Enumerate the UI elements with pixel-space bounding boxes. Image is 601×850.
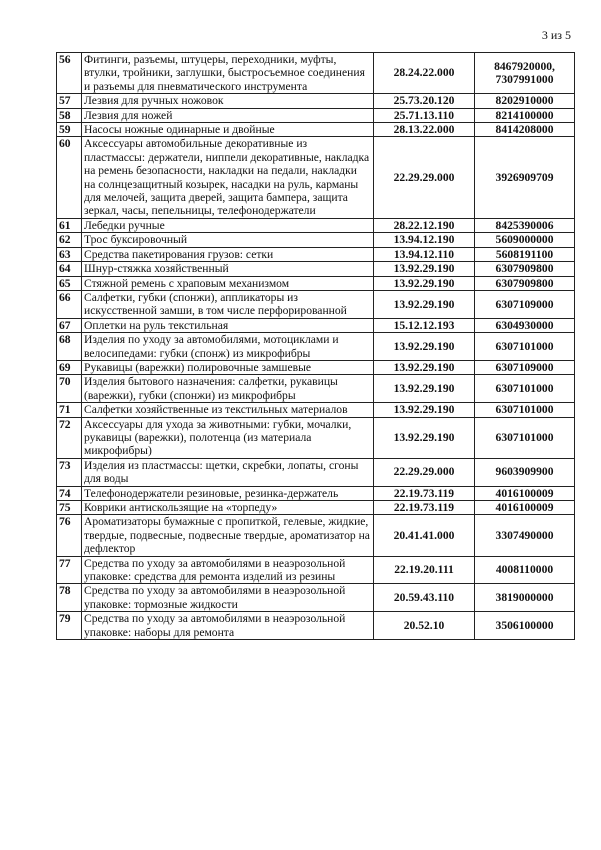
tnved-code <box>475 417 575 458</box>
table-row <box>57 333 575 361</box>
product-description: Коврики антискользящие на «торпеду» <box>82 501 374 515</box>
product-description: Аксессуары автомобильные декоративные из пластмассы: держатели, ниппели декоративные, накладка на ремень безопасности, накладки на педали, накладки на солнцезащитный козырек, насадки на руль, карманы для мелочей, защита дверей, защита бампера, защита зеркал, часы, пепельницы, телефонодержатели <box>82 137 374 218</box>
tnved-code-line: 6307909800 <box>495 276 554 290</box>
okpd-code: 13.92.29.190 <box>374 262 475 276</box>
tnved-code <box>475 375 575 403</box>
table-row <box>57 262 575 276</box>
row-number: 74 <box>57 486 82 500</box>
product-description: Средства по уходу за автомобилями в неаэрозольной упаковке: наборы для ремонта <box>82 612 374 640</box>
goods-table-body <box>57 53 575 640</box>
okpd-code: 22.19.20.111 <box>374 556 475 584</box>
table-row <box>57 556 575 584</box>
tnved-code-line: 3307490000 <box>495 528 554 542</box>
table-row <box>57 318 575 332</box>
tnved-code <box>475 458 575 486</box>
table-row <box>57 486 575 500</box>
goods-table <box>56 52 575 640</box>
tnved-code <box>475 584 575 612</box>
product-description: Лебедки ручные <box>82 218 374 232</box>
tnved-code <box>475 94 575 108</box>
okpd-code: 13.92.29.190 <box>374 360 475 374</box>
row-number: 59 <box>57 123 82 137</box>
table-row <box>57 458 575 486</box>
product-description: Средства по уходу за автомобилями в неаэрозольной упаковке: тормозные жидкости <box>82 584 374 612</box>
tnved-code-line: 4016100009 <box>495 501 554 514</box>
product-description: Фитинги, разъемы, штуцеры, переходники, муфты, втулки, тройники, заглушки, быстросъемное соединения и разъемы для пневматического инструмента <box>82 53 374 94</box>
okpd-code: 13.92.29.190 <box>374 290 475 318</box>
product-description: Средства пакетирования грузов: сетки <box>82 247 374 261</box>
tnved-code-line: 3819000000 <box>495 591 554 605</box>
product-description: Изделия бытового назначения: салфетки, рукавицы (варежки), губки (спонжи) из микрофибры <box>82 375 374 403</box>
tnved-code-line: 8202910000 <box>495 94 554 108</box>
product-description: Ароматизаторы бумажные с пропиткой, гелевые, жидкие, твердые, подвесные, подвесные твердые, ароматизатор на дефлектор <box>82 515 374 556</box>
okpd-code: 22.19.73.119 <box>374 501 475 515</box>
okpd-code: 22.19.73.119 <box>374 486 475 500</box>
table-row <box>57 108 575 122</box>
product-description: Лезвия для ножей <box>82 108 374 122</box>
product-description: Салфетки хозяйственные из текстильных материалов <box>82 403 374 417</box>
row-number: 67 <box>57 318 82 332</box>
tnved-code <box>475 123 575 137</box>
product-description: Изделия из пластмассы: щетки, скребки, лопаты, сгоны для воды <box>82 458 374 486</box>
table-row <box>57 584 575 612</box>
tnved-code-line: 3506100000 <box>495 618 554 632</box>
tnved-code-line: 3926909709 <box>495 170 554 184</box>
table-row <box>57 123 575 137</box>
okpd-code: 13.92.29.190 <box>374 276 475 290</box>
product-description: Трос буксировочный <box>82 233 374 247</box>
okpd-code: 28.13.22.000 <box>374 123 475 137</box>
tnved-code <box>475 318 575 332</box>
okpd-code: 13.92.29.190 <box>374 417 475 458</box>
tnved-code <box>475 515 575 556</box>
okpd-code: 13.92.29.190 <box>374 375 475 403</box>
table-row <box>57 360 575 374</box>
row-number: 70 <box>57 375 82 403</box>
okpd-code: 22.29.29.000 <box>374 137 475 218</box>
tnved-code-line: 8214100000 <box>495 108 554 122</box>
product-description: Рукавицы (варежки) полировочные замшевые <box>82 360 374 374</box>
tnved-code <box>475 233 575 247</box>
row-number: 72 <box>57 417 82 458</box>
tnved-code-line: 5608191100 <box>495 247 554 261</box>
table-row <box>57 94 575 108</box>
okpd-code: 15.12.12.193 <box>374 318 475 332</box>
row-number: 61 <box>57 218 82 232</box>
product-description: Телефонодержатели резиновые, резинка-держатель <box>82 486 374 500</box>
product-description: Изделия по уходу за автомобилями, мотоциклами и велосипедами: губки (спонж) из микрофибры <box>82 333 374 361</box>
okpd-code: 25.73.20.120 <box>374 94 475 108</box>
tnved-code <box>475 137 575 218</box>
tnved-code <box>475 247 575 261</box>
row-number: 75 <box>57 501 82 515</box>
row-number: 64 <box>57 262 82 276</box>
row-number: 69 <box>57 360 82 374</box>
okpd-code: 20.41.41.000 <box>374 515 475 556</box>
row-number: 66 <box>57 290 82 318</box>
tnved-code-line: 6307101000 <box>495 382 554 396</box>
tnved-code <box>475 333 575 361</box>
row-number: 56 <box>57 53 82 94</box>
tnved-code-line: 6307109000 <box>495 360 554 374</box>
row-number: 60 <box>57 137 82 218</box>
product-description: Аксессуары для ухода за животными: губки, мочалки, рукавицы (варежки), полотенца (из материала микрофибры) <box>82 417 374 458</box>
row-number: 57 <box>57 94 82 108</box>
product-description: Оплетки на руль текстильная <box>82 318 374 332</box>
row-number: 62 <box>57 233 82 247</box>
tnved-code <box>475 612 575 640</box>
row-number: 79 <box>57 612 82 640</box>
row-number: 65 <box>57 276 82 290</box>
product-description: Шнур-стяжка хозяйственный <box>82 262 374 276</box>
tnved-code <box>475 276 575 290</box>
tnved-code-line: 6307909800 <box>495 262 554 276</box>
table-row <box>57 375 575 403</box>
row-number: 76 <box>57 515 82 556</box>
okpd-code: 22.29.29.000 <box>374 458 475 486</box>
product-description: Насосы ножные одинарные и двойные <box>82 123 374 137</box>
tnved-code-line: 8425390006 <box>495 218 554 232</box>
tnved-code <box>475 501 575 515</box>
product-description: Средства по уходу за автомобилями в неаэрозольной упаковке: средства для ремонта изделий из резины <box>82 556 374 584</box>
tnved-code <box>475 290 575 318</box>
tnved-code-line: 7307991000 <box>495 73 554 87</box>
tnved-code-line: 6307101000 <box>495 430 554 444</box>
tnved-code <box>475 556 575 584</box>
table-row <box>57 417 575 458</box>
tnved-code-line: 6307101000 <box>495 403 554 417</box>
page-number: 3 из 5 <box>541 28 571 42</box>
table-row <box>57 276 575 290</box>
table-row <box>57 218 575 232</box>
tnved-code-line: 5609000000 <box>495 233 554 247</box>
table-row <box>57 137 575 218</box>
tnved-code <box>475 108 575 122</box>
okpd-code: 13.94.12.190 <box>374 233 475 247</box>
tnved-code <box>475 486 575 500</box>
table-row <box>57 501 575 515</box>
table-row <box>57 233 575 247</box>
table-row <box>57 612 575 640</box>
product-description: Стяжной ремень с храповым механизмом <box>82 276 374 290</box>
product-description: Салфетки, губки (спонжи), аппликаторы из искусственной замши, в том числе перфорированной <box>82 290 374 318</box>
okpd-code: 28.24.22.000 <box>374 53 475 94</box>
tnved-code-line: 6307109000 <box>495 297 554 311</box>
tnved-code-line: 4016100009 <box>495 486 554 500</box>
tnved-code <box>475 218 575 232</box>
row-number: 68 <box>57 333 82 361</box>
row-number: 78 <box>57 584 82 612</box>
tnved-code <box>475 262 575 276</box>
okpd-code: 13.94.12.110 <box>374 247 475 261</box>
table-row <box>57 53 575 94</box>
tnved-code <box>475 53 575 94</box>
okpd-code: 20.59.43.110 <box>374 584 475 612</box>
table-row <box>57 290 575 318</box>
row-number: 73 <box>57 458 82 486</box>
row-number: 71 <box>57 403 82 417</box>
table-row <box>57 403 575 417</box>
okpd-code: 13.92.29.190 <box>374 333 475 361</box>
tnved-code-line: 4008110000 <box>495 563 554 577</box>
table-row <box>57 247 575 261</box>
tnved-code-line: 8414208000 <box>495 123 554 137</box>
table-row <box>57 515 575 556</box>
tnved-code <box>475 403 575 417</box>
okpd-code: 28.22.12.190 <box>374 218 475 232</box>
row-number: 58 <box>57 108 82 122</box>
okpd-code: 13.92.29.190 <box>374 403 475 417</box>
row-number: 77 <box>57 556 82 584</box>
tnved-code <box>475 360 575 374</box>
tnved-code-line: 9603909900 <box>495 465 554 479</box>
tnved-code-line: 6304930000 <box>495 318 554 332</box>
tnved-code-line: 6307101000 <box>495 339 554 353</box>
tnved-code-line: 8467920000, <box>494 59 555 73</box>
row-number: 63 <box>57 247 82 261</box>
okpd-code: 25.71.13.110 <box>374 108 475 122</box>
product-description: Лезвия для ручных ножовок <box>82 94 374 108</box>
okpd-code: 20.52.10 <box>374 612 475 640</box>
